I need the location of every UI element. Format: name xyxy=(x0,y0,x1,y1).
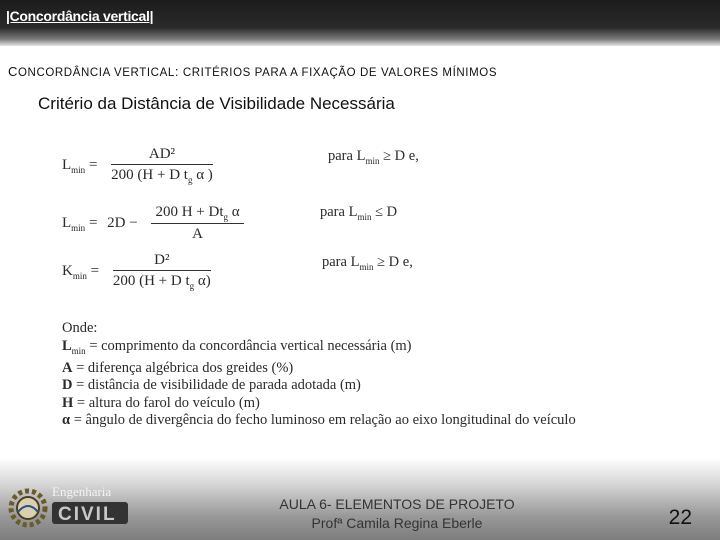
slide-title: |Concordância vertical| xyxy=(6,8,154,24)
cond3-sub: min xyxy=(359,261,374,272)
equation-2 xyxy=(62,204,244,243)
logo-text-main: CIVIL xyxy=(58,504,117,525)
legend-text: = distância de visibilidade de parada adotada (m) xyxy=(72,377,361,394)
legend-symbol: H xyxy=(62,394,74,411)
legend-item-alpha xyxy=(62,412,576,430)
eq1-denominator xyxy=(111,165,213,185)
eq3-fraction xyxy=(113,252,211,291)
condition-2 xyxy=(320,204,397,222)
eq2-lhs: L xyxy=(62,214,72,231)
cond1-sub: min xyxy=(365,155,380,166)
legend-item-d xyxy=(62,377,576,395)
eq2-numerator xyxy=(151,204,243,224)
eq1-den-text: 200 (H + D t xyxy=(111,167,188,183)
eq3-numerator: D² xyxy=(113,252,211,271)
eq3-den-tail: α) xyxy=(194,273,211,289)
legend-symbol-sub: min xyxy=(71,345,86,356)
eq3-equals: = xyxy=(86,262,100,279)
criterion-subtitle: Critério da Distância de Visibilidade Necessária xyxy=(38,94,395,113)
eq2-equals: = xyxy=(85,214,98,231)
variable-legend xyxy=(62,320,576,430)
course-title: AULA 6- ELEMENTOS DE PROJETO xyxy=(279,496,515,512)
eq2-num-text: 200 H + Dt xyxy=(155,204,224,220)
cond2-tail: ≤ D xyxy=(371,204,398,220)
condition-3 xyxy=(322,254,413,272)
eq1-equals: = xyxy=(85,156,98,173)
cond2-text: para L xyxy=(320,204,358,220)
legend-text: = diferença algébrica dos greides (%) xyxy=(72,359,294,376)
eq1-numerator: AD² xyxy=(111,146,213,165)
footer-bar xyxy=(0,458,720,540)
heading-criteria: CRITÉRIOS PARA A FIXAÇÃO DE VALORES MÍNIMOS xyxy=(182,67,498,79)
eq3-lhs-sub: min xyxy=(72,270,87,281)
eq2-pre: 2D − xyxy=(107,214,138,231)
condition-1 xyxy=(328,148,419,166)
cond3-text: para L xyxy=(322,254,360,270)
eq2-denominator: A xyxy=(192,226,203,242)
legend-symbol: A xyxy=(62,359,73,376)
professor-name: Profª Camila Regina Eberle xyxy=(311,515,483,531)
heading-topic: ONCORDÂNCIA VERTICAL xyxy=(18,67,175,79)
equation-1 xyxy=(62,146,213,185)
legend-symbol: L xyxy=(62,337,72,354)
cond1-tail: ≥ D e, xyxy=(379,148,419,164)
eq3-den-sub: g xyxy=(189,281,195,291)
eq3-lhs: K xyxy=(62,262,73,279)
eq2-num-sub: g xyxy=(223,212,228,222)
eq2-lhs-sub: min xyxy=(71,222,86,233)
formula-image xyxy=(40,130,660,450)
eq1-lhs: L xyxy=(62,156,72,173)
eq1-lhs-sub: min xyxy=(71,164,86,175)
eq1-den-tail: α ) xyxy=(192,167,213,183)
heading-first-letter: C xyxy=(8,64,18,79)
eq3-denominator xyxy=(113,271,211,291)
legend-symbol: D xyxy=(62,377,73,394)
legend-item-lmin xyxy=(62,338,576,360)
eq2-fraction xyxy=(151,204,243,243)
logo-text-top: Engenharia xyxy=(52,484,112,499)
legend-symbol: α xyxy=(62,412,71,429)
legend-item-a xyxy=(62,360,576,378)
page-number: 22 xyxy=(668,506,692,529)
legend-text: = altura do farol do veículo (m) xyxy=(73,394,260,411)
legend-text: = comprimento da concordância vertical necessária (m) xyxy=(89,337,412,354)
eq1-den-sub: g xyxy=(187,175,193,185)
legend-title: Onde: xyxy=(62,320,98,336)
cond3-tail: ≥ D e, xyxy=(373,254,413,270)
heading-colon: : xyxy=(174,64,180,79)
eq1-fraction xyxy=(111,146,213,185)
header-bar xyxy=(0,0,720,46)
equation-3 xyxy=(62,252,211,291)
eq2-num-tail: α xyxy=(228,204,240,220)
section-heading xyxy=(8,64,497,79)
legend-item-h xyxy=(62,395,576,413)
cond2-sub: min xyxy=(357,211,372,222)
cond1-text: para L xyxy=(328,148,366,164)
legend-text: = ângulo de divergência do fecho luminoso em relação ao eixo longitudinal do veículo xyxy=(70,412,576,429)
eq3-den-text: 200 (H + D t xyxy=(112,273,190,289)
